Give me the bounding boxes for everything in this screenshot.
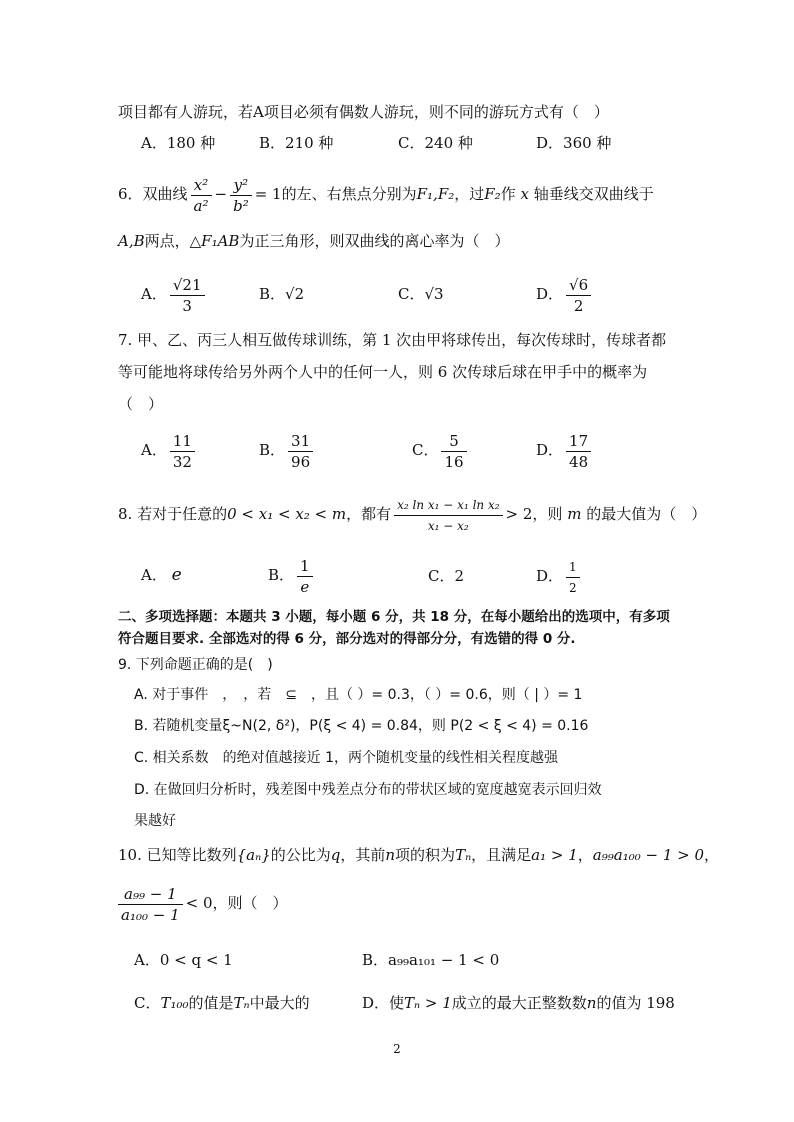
q8-option-b <box>268 553 316 597</box>
q7-line3: （ ） <box>118 395 164 413</box>
q7-option-d-label: D． <box>536 441 564 459</box>
q9-stem: 9. 下列命题正确的是( ) <box>118 657 273 673</box>
q7-option-d-num: 17 <box>566 431 591 452</box>
q6-option-a <box>141 272 208 316</box>
q9-option-c: C. 相关系数 的绝对值越接近 1，两个随机变量的线性相关程度越强 <box>134 750 559 766</box>
q6-option-b-value: √2 <box>285 285 305 303</box>
q5-option-c: C．240 种 <box>398 134 473 152</box>
q6-x-var: x <box>520 185 529 203</box>
q6-ab: A,B <box>118 232 145 250</box>
q8-stem <box>118 492 706 536</box>
q8-option-a <box>141 564 182 586</box>
q10-line1d: 项的积为 <box>395 846 456 864</box>
page-number: 2 <box>393 1042 401 1056</box>
q6-option-a-label: A． <box>141 285 167 303</box>
q8-prefix: 8. 若对于任意的 <box>118 505 228 523</box>
q7-option-b-num: 31 <box>288 431 313 452</box>
q10-line1e: ，且满足 <box>471 846 532 864</box>
q6-stem-line1: 6．双曲线 $\frac{\text{x²}}{\text{a²}}$ − $\frac{\text{y²}}{\text{b²}}$ = 1的左、右焦点分别为F₁,F₂，过F₂作 x 轴垂线交双曲线于 <box>118 175 654 215</box>
q10-option-c-t100: T₁₀₀ <box>160 994 189 1012</box>
q7-option-c-fraction <box>441 431 466 472</box>
q7-line1: 7. 甲、乙、丙三人相互做传球训练，第 1 次由甲将球传出，每次传球时，传球者都 <box>118 331 667 349</box>
q10-option-d-text1: 成立的最大正整数数 <box>451 994 587 1012</box>
q10-line1c: ，其前 <box>340 846 386 864</box>
q10-q: q <box>330 846 341 864</box>
q6-option-c <box>398 283 444 305</box>
q10-line1a: 10. 已知等比数列 <box>118 846 237 864</box>
q8-m: m <box>567 505 582 523</box>
q6-option-b-label: B． <box>259 285 286 303</box>
q8-option-d <box>536 554 583 599</box>
q6-option-a-den: 3 <box>182 296 192 315</box>
q8-option-d-den: 2 <box>569 581 577 595</box>
q9-option-d-line1: D. 在做回归分析时，残差图中残差点分布的带状区域的宽度越宽表示回归效 <box>134 782 602 798</box>
q10-option-c-text2: 中最大的 <box>249 994 310 1012</box>
q10-option-c-tn: Tₙ <box>233 994 250 1012</box>
q6-option-a-num: √21 <box>170 275 205 296</box>
q7-option-a-label: A． <box>141 441 167 459</box>
q10-fraction-den: a₁₀₀ − 1 <box>121 905 180 924</box>
q10-fraction <box>118 884 183 925</box>
q7-option-c-label: C． <box>412 441 439 459</box>
q6-x-num: x² <box>191 175 212 196</box>
q8-option-b-fraction <box>297 556 313 597</box>
q6-option-d-fraction <box>566 275 591 316</box>
q7-option-a-den: 32 <box>172 452 192 471</box>
q6-x-den: a² <box>193 196 209 215</box>
q7-option-b-den: 96 <box>291 452 311 471</box>
q5-option-a: A．180 种 <box>141 134 216 152</box>
q7-option-b-label: B． <box>259 441 286 459</box>
q7-option-a <box>141 428 198 472</box>
q10-stem-line1: 10. 已知等比数列{aₙ}的公比为q，其前n项的积为Tₙ，且满足a₁ > 1，a₉₉a₁₀₀ − 1 > 0， <box>118 846 720 864</box>
q6-triangle: △F₁AB <box>189 232 240 250</box>
q5-option-b: B．210 种 <box>259 134 334 152</box>
q9-option-a: A. 对于事件 ， ，若 ⊆ ，且（ ）= 0.3，（ ）= 0.6，则（ | ）= 1 <box>134 687 583 703</box>
q10-option-a: A．0 < q < 1 <box>134 951 233 969</box>
q6-option-d-label: D． <box>536 285 564 303</box>
q10-stem-line2 <box>118 881 288 925</box>
q6-foci: F₁,F₂ <box>416 185 455 203</box>
q8-condition: 0 < x₁ < x₂ < m <box>227 505 347 523</box>
q8-option-b-num: 1 <box>297 556 313 577</box>
q7-option-b-fraction <box>288 431 313 472</box>
q10-option-d-label: D．使 <box>362 994 405 1012</box>
q8-option-b-den: e <box>300 577 310 596</box>
q7-line2: 等可能地将球传给另外两个人中的任何一人，则 6 次传球后球在甲手中的概率为 <box>118 363 648 381</box>
q8-suffix: ，则 <box>532 505 563 523</box>
q10-option-d-tn: Tₙ > 1 <box>404 994 452 1012</box>
q7-option-d <box>536 428 594 472</box>
q6-suffix: 轴垂线交双曲线于 <box>533 185 654 203</box>
q10-n: n <box>385 846 396 864</box>
q6-line2-b: 为正三角形，则双曲线的离心率为（ ） <box>239 232 510 250</box>
q6-option-c-label: C． <box>398 285 425 303</box>
q10-cond1: a₁ > 1 <box>531 846 578 864</box>
q6-option-d-den: 2 <box>573 296 584 315</box>
q10-rhs: < 0，则（ ） <box>185 894 288 912</box>
q10-sequence: {aₙ} <box>236 846 271 864</box>
q6-fraction-y <box>230 175 252 216</box>
q6-option-c-value: √3 <box>424 285 444 303</box>
q8-fraction <box>394 495 502 536</box>
section2-line2: 符合题目要求. 全部选对的得 6 分，部分选对的得部分分，有选错的得 0 分. <box>118 631 576 647</box>
q10-option-b: B．a₉₉a₁₀₁ − 1 < 0 <box>362 951 500 969</box>
q7-option-c <box>412 428 470 472</box>
q6-mid: 的左、右焦点分别为 <box>281 185 417 203</box>
q10-line1b: 的公比为 <box>270 846 331 864</box>
q8-option-c-value: 2 <box>454 567 465 585</box>
q6-option-b <box>259 283 304 305</box>
q6-mid3: 作 <box>500 185 516 203</box>
q10-option-c-text1: 的值是 <box>188 994 234 1012</box>
q5-option-d: D．360 种 <box>536 134 612 152</box>
q8-rhs: > 2 <box>505 505 533 523</box>
q8-option-c-label: C． <box>428 567 455 585</box>
q6-stem-line2 <box>118 230 509 252</box>
q6-line2-a: 两点， <box>144 232 190 250</box>
q6-option-a-fraction <box>170 275 205 316</box>
q8-option-a-value: e <box>171 565 182 585</box>
q6-option-d <box>536 272 594 316</box>
q9-option-d-line2: 果越好 <box>134 813 176 829</box>
q6-fraction-x <box>191 175 212 216</box>
q6-f2: F₂ <box>484 185 501 203</box>
section2-line1: 二、多项选择题：本题共 3 小题，每小题 6 分，共 18 分，在每小题给出的选项中，有多项 <box>118 609 670 625</box>
q6-y-den: b² <box>233 196 249 215</box>
q7-option-d-fraction <box>566 431 591 472</box>
q10-option-d-text2: 的值为 198 <box>596 994 675 1012</box>
q8-option-b-label: B． <box>268 566 295 584</box>
q10-option-c-label: C． <box>134 994 161 1012</box>
q8-option-d-num: 1 <box>566 557 580 578</box>
q10-cond2: a₉₉a₁₀₀ − 1 > 0 <box>592 846 705 864</box>
q8-option-d-label: D． <box>536 567 564 585</box>
q6-eq-rhs: = 1 <box>254 185 282 203</box>
q10-tn: Tₙ <box>455 846 472 864</box>
q9-option-b: B. 若随机变量ξ~N(2, δ²)，P(ξ < 4) = 0.84，则 P(2 < ξ < 4) = 0.16 <box>134 718 589 734</box>
q10-option-c <box>134 992 310 1014</box>
q6-prefix: 6．双曲线 <box>118 185 188 203</box>
q7-option-d-den: 48 <box>569 452 589 471</box>
q7-option-a-fraction <box>170 431 195 472</box>
q8-fraction-den: x₁ − x₂ <box>427 518 469 533</box>
q8-mid: ，都有 <box>346 505 392 523</box>
q8-fraction-num: x₂ ln x₁ − x₁ ln x₂ <box>394 495 502 516</box>
q7-option-c-num: 5 <box>441 431 466 452</box>
q7-option-a-num: 11 <box>170 431 195 452</box>
q6-mid2: ，过 <box>454 185 485 203</box>
q6-option-d-num: √6 <box>566 275 591 296</box>
q7-option-c-den: 16 <box>444 452 464 471</box>
q7-option-b <box>259 428 316 472</box>
q8-suffix2: 的最大值为（ ） <box>586 505 707 523</box>
q8-option-c <box>428 565 464 587</box>
q6-y-num: y² <box>230 175 252 196</box>
q10-option-d-n: n <box>586 994 597 1012</box>
q10-fraction-num: a₉₉ − 1 <box>118 884 183 905</box>
q8-option-d-fraction <box>566 557 580 598</box>
q5-stem-tail: 项目都有人游玩，若A项目必须有偶数人游玩，则不同的游玩方式有（ ） <box>118 103 609 121</box>
q8-option-a-label: A． <box>141 566 167 584</box>
q10-option-d <box>362 992 675 1014</box>
